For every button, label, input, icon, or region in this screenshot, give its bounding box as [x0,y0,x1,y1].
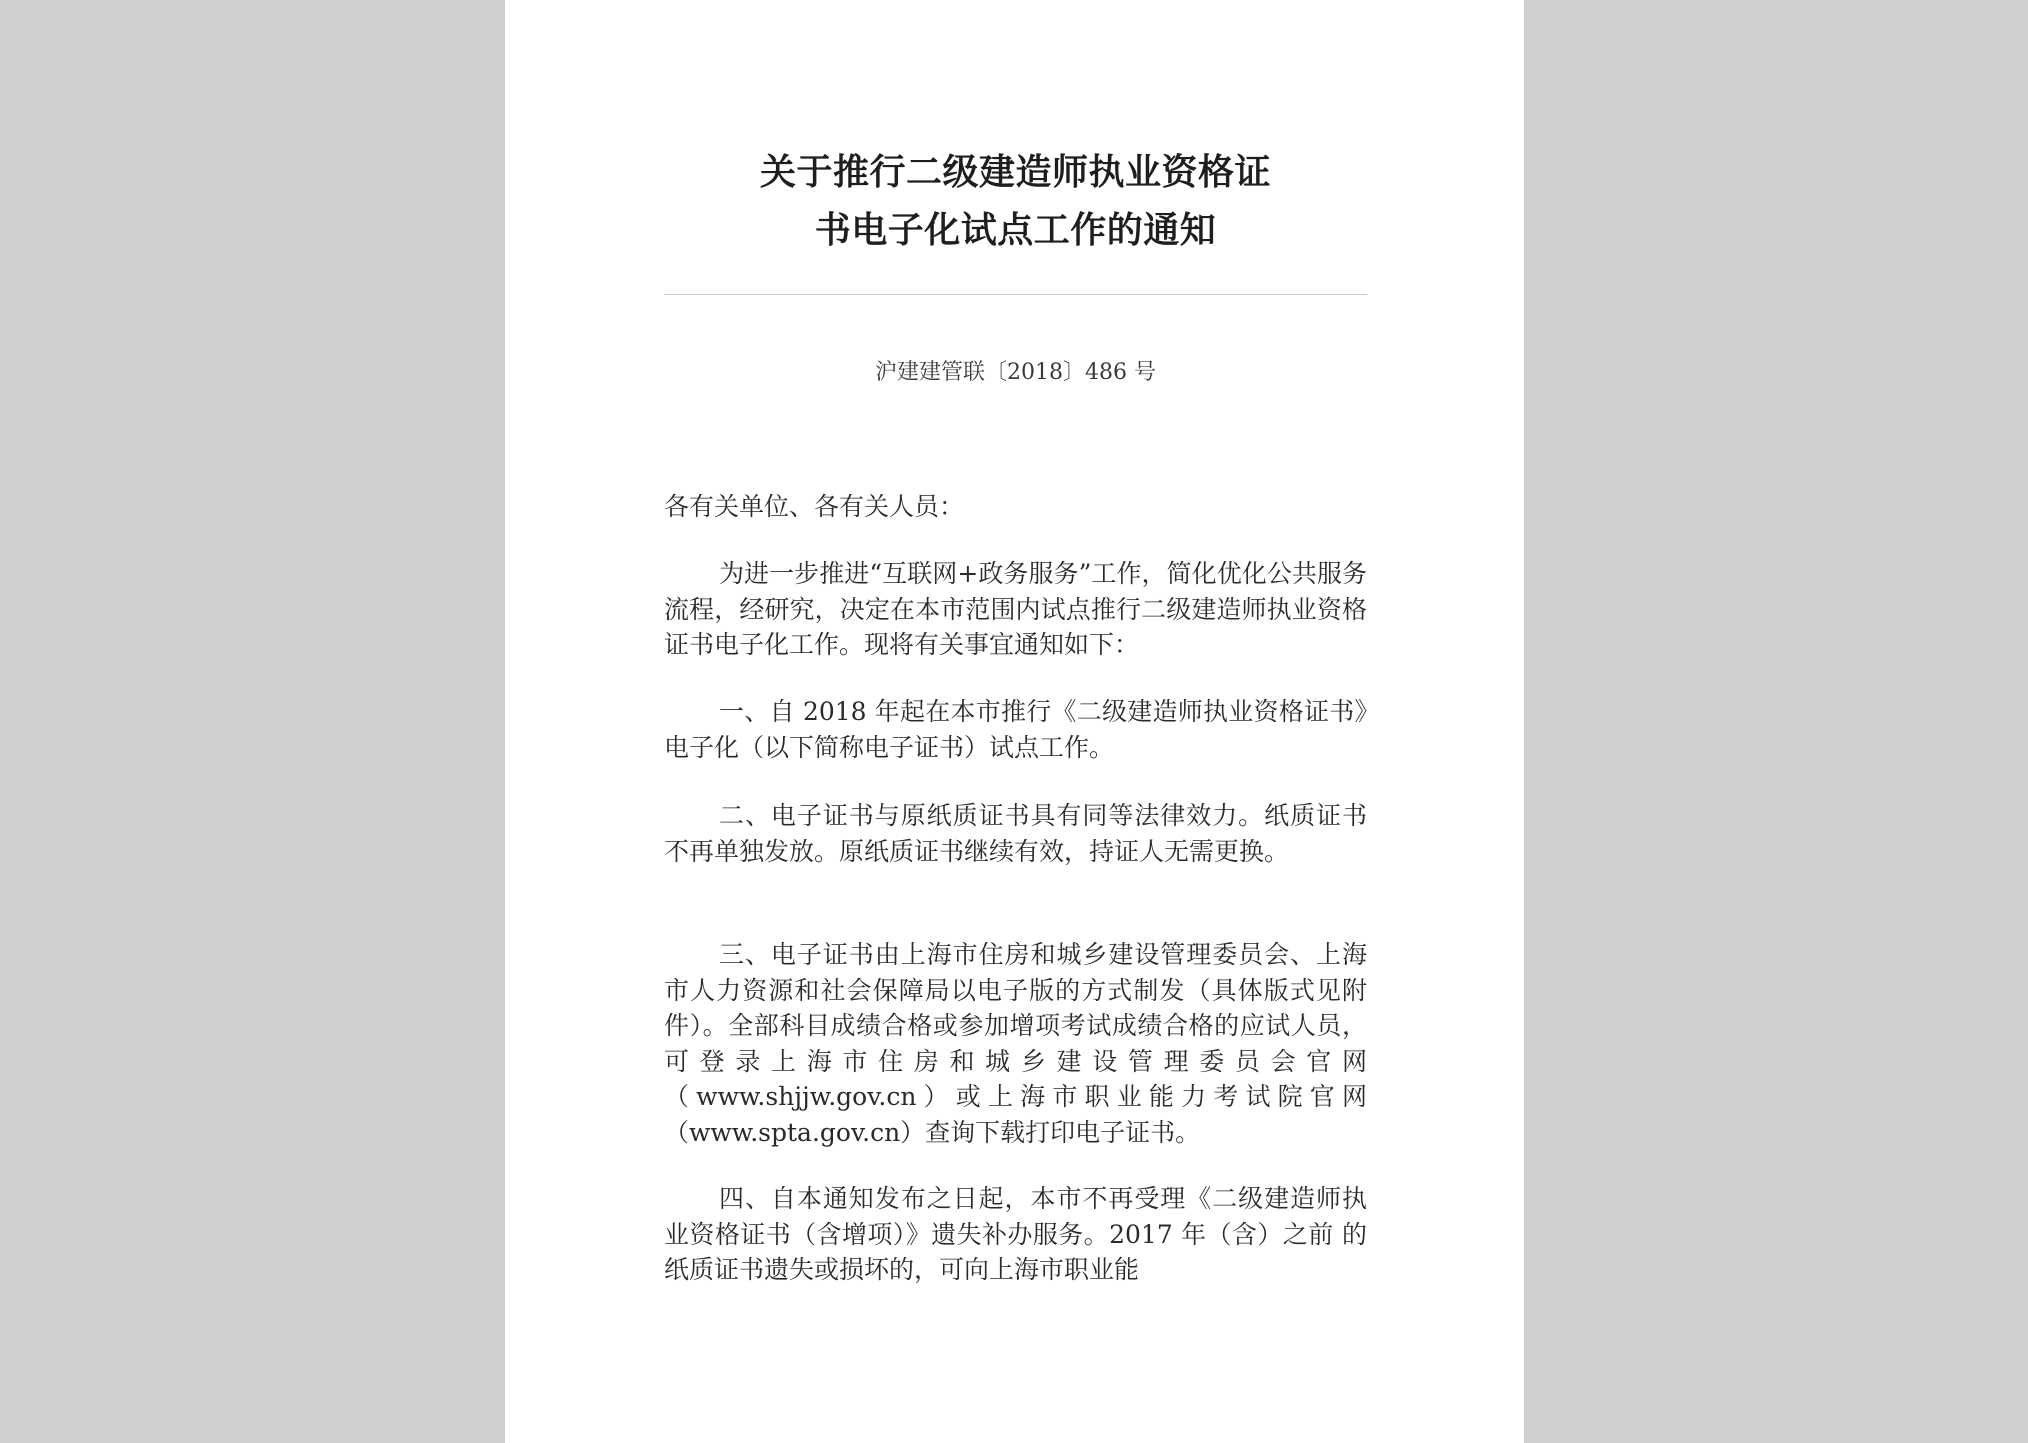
paragraph-item-4: 四、自本通知发布之日起，本市不再受理《二级建造师执业资格证书（含增项）》遗失补办服务。2017 年（含）之前 的纸质证书遗失或损坏的，可向上海市职业能 [664,1184,1367,1284]
paragraph-item-2: 二、电子证书与原纸质证书具有同等法律效力。纸质证书不再单独发放。原纸质证书继续有效，持证人无需更换。 [664,801,1367,866]
document-number: 沪建建管联〔2018〕486 号 [875,360,1156,385]
document-page [505,0,1524,1443]
title-line-2: 书电子化试点工作的通知 [814,210,1217,251]
document-title [664,144,1367,260]
paragraph-item-1: 一、自 2018 年起在本市推行《二级建造师执业资格证书》电子化（以下简称电子证书）试点工作。 [664,697,1367,762]
salutation: 各有关单位、各有关人员： [664,492,965,521]
paragraph-item-3: 三、电子证书由上海市住房和城乡建设管理委员会、上海市人力资源和社会保障局以电子版的方式制发（具体版式见附件）。全部科目成绩合格或参加增项考试成绩合格的应试人员，可登录上海市住房和城乡建设管理委员会官网（www.shjjw.gov.cn）或上海市职业能力考试院官网（www.spta.gov.cn）查询下载打印电子证书。 [664,940,1367,1147]
title-divider [664,294,1367,295]
title-line-1: 关于推行二级建造师执业资格证 [759,152,1271,193]
paragraph-intro: 为进一步推进“互联网+政务服务”工作，简化优化公共服务流程，经研究，决定在本市范围内试点推行二级建造师执业资格证书电子化工作。现将有关事宜通知如下： [664,559,1367,659]
